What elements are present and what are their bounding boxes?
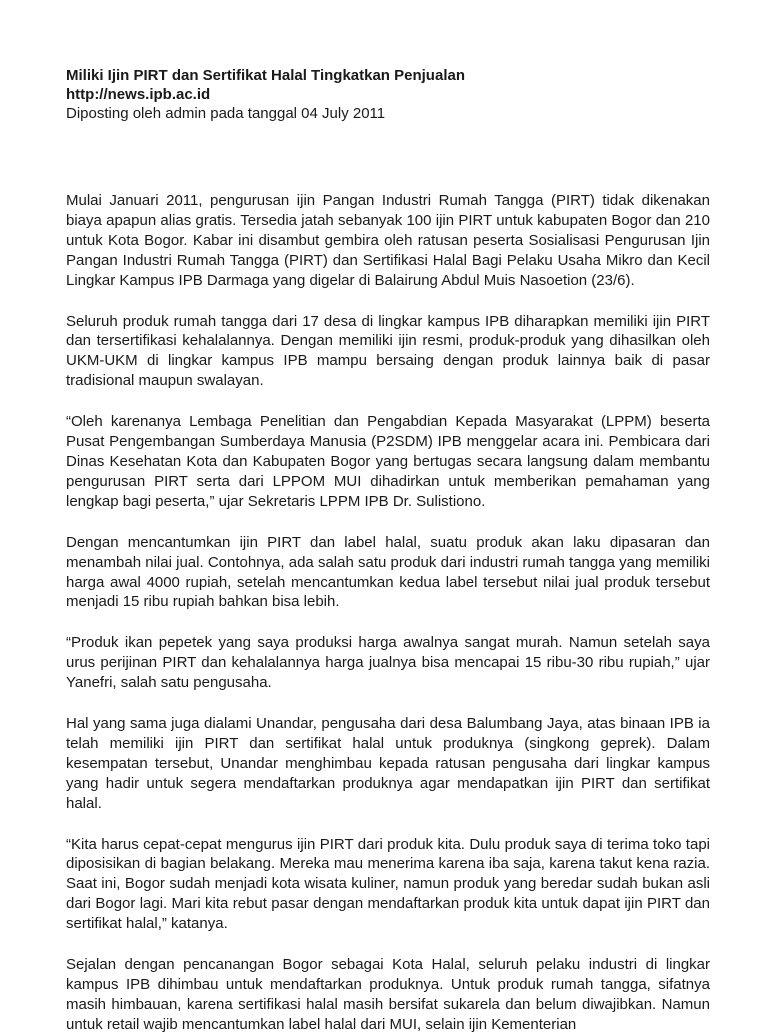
paragraph-2: Seluruh produk rumah tangga dari 17 desa di lingkar kampus IPB diharapkan memiliki ijin PIRT dan tersertifikasi kehalalannya. Dengan memiliki ijin resmi, produk-produk yang dihasilkan oleh UKM-UKM di lingkar kampus IPB mampu bersaing dengan produk lainnya baik di pasar tradisional maupun swalayan. [66, 312, 710, 390]
paragraph-5: “Produk ikan pepetek yang saya produksi harga awalnya sangat murah. Namun setelah saya urus perijinan PIRT dan kehalalannya harga jualnya bisa mencapai 15 ribu-30 ribu rupiah,” ujar Yanefri, salah satu pengusaha. [66, 634, 710, 692]
paragraph-1: Mulai Januari 2011, pengurusan ijin Pangan Industri Rumah Tangga (PIRT) tidak dikenakan biaya apapun alias gratis. Tersedia jatah sebanyak 100 ijin PIRT untuk kabupaten Bogor dan 210 untuk Kota Bogor. Kabar ini disambut gembira oleh ratusan peserta Sosialisasi Pengurusan Ijin Pangan Industri Rumah Tangga (PIRT) dan Sertifikasi Halal Bagi Pelaku Usaha Mikro dan Kecil Lingkar Kampus IPB Darmaga yang digelar di Balairung Abdul Muis Nasoetion (23/6). [66, 192, 710, 289]
article-title: Miliki Ijin PIRT dan Sertifikat Halal Tingkatkan Penjualan [66, 67, 465, 84]
posted-info: Diposting oleh admin pada tanggal 04 July 2011 [66, 105, 386, 122]
paragraph-4: Dengan mencantumkan ijin PIRT dan label halal, suatu produk akan laku dipasaran dan menambah nilai jual. Contohnya, ada salah satu produk dari industri rumah tangga yang memiliki harga awal 4000 rupiah, setelah mencantumkan kedua label tersebut nilai jual produk tersebut menjadi 15 ribu rupiah bahkan bisa lebih. [66, 533, 710, 611]
source-url: http://news.ipb.ac.id [66, 86, 211, 103]
paragraph-7: “Kita harus cepat-cepat mengurus ijin PIRT dari produk kita. Dulu produk saya di terima toko tapi diposisikan di bagian belakang. Mereka mau menerima karena iba saja, karena takut kena razia. Saat ini, Bogor sudah menjadi kota wisata kuliner, namun produk yang beredar sudah bukan asli dari Bogor lagi. Mari kita rebut pasar dengan mendaftarkan produk kita untuk dapat ijin PIRT dan sertifikat halal,” katanya. [66, 835, 710, 933]
paragraph-3: “Oleh karenanya Lembaga Penelitian dan Pengabdian Kepada Masyarakat (LPPM) beserta Pusat Pengembangan Sumberdaya Manusia (P2SDM) IPB menggelar acara ini. Pembicara dari Dinas Kesehatan Kota dan Kabupaten Bogor yang bertugas secara langsung dalam membantu pengurusan PIRT serta dari LPPOM MUI dihadirkan untuk memberikan pemahaman yang lengkap bagi peserta,” ujar Sekretaris LPPM IPB Dr. Sulistiono. [66, 413, 710, 510]
paragraph-8: Sejalan dengan pencanangan Bogor sebagai Kota Halal, seluruh pelaku industri di lingkar kampus IPB dihimbau untuk mendaftarkan produknya. Untuk produk rumah tangga, sifatnya masih himbauan, karena sertifikasi halal masih bersifat sukarela dan belum diwajibkan. Namun untuk retail wajib mencantumkan label halal dari MUI, selain ijin Kementerian [66, 956, 710, 1033]
document-page [66, 66, 710, 1035]
paragraph-6: Hal yang sama juga dialami Unandar, pengusaha dari desa Balumbang Jaya, atas binaan IPB ia telah memiliki ijin PIRT dan sertifikat halal untuk produknya (singkong geprek). Dalam kesempatan tersebut, Unandar menghimbau kepada ratusan pengusaha dari lingkar kampus yang hadir untuk segera mendaftarkan produknya agar mendapatkan ijin PIRT dan sertifikat halal. [66, 715, 710, 812]
article-body [66, 191, 710, 1035]
